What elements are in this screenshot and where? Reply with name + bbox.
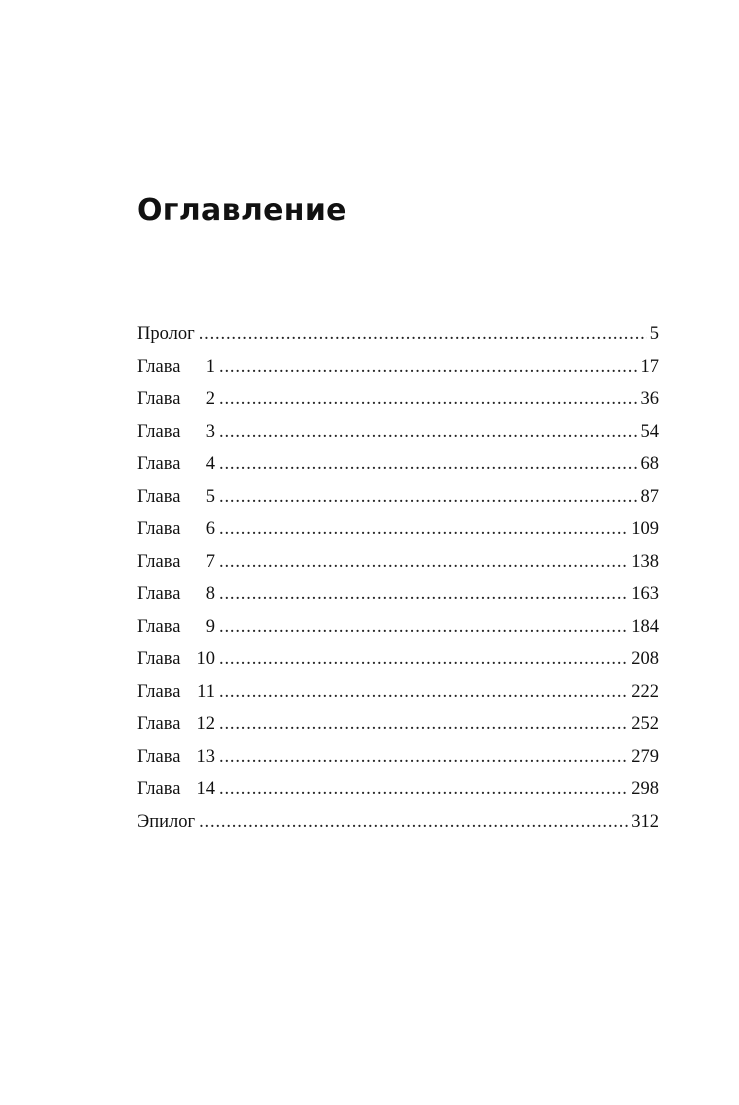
toc-entry-chapter-12[interactable] [137,708,659,741]
chapter-number: 14 [196,779,215,799]
entry-label [137,546,215,579]
page-number: 5 [649,324,659,344]
entry-label [137,448,215,481]
chapter-number: 7 [205,551,215,572]
toc-entry-chapter-11[interactable] [137,676,659,709]
entry-word: Глава [137,421,181,442]
entry-word: Глава [137,551,181,572]
toc-entry-chapter-4[interactable] [137,448,659,481]
page-number: 87 [640,486,659,507]
entry-word: Глава [137,389,181,409]
dot-leader [219,643,628,676]
entry-word: Глава [137,616,181,637]
entry-word: Глава [137,746,181,767]
page-number: 138 [631,551,659,572]
chapter-number: 12 [196,714,215,734]
page-number: 109 [631,519,659,539]
toc-entry-chapter-9[interactable] [137,611,659,644]
dot-leader [219,448,638,481]
entry-label [137,773,215,806]
toc-entry-chapter-8[interactable] [137,578,659,611]
page-title: Оглавление [137,193,347,228]
entry-label [137,806,195,839]
page-number: 163 [631,584,659,604]
page-number: 54 [640,421,659,442]
entry-word: Глава [137,356,181,377]
dot-leader [219,513,628,546]
toc-entry-chapter-1[interactable] [137,351,659,384]
page-number: 312 [631,811,659,832]
chapter-number: 1 [205,356,215,377]
toc-entry-chapter-3[interactable] [137,416,659,449]
chapter-number: 2 [205,389,215,409]
dot-leader [219,351,638,384]
dot-leader [219,481,638,514]
table-of-contents [137,318,659,838]
dot-leader [219,416,638,449]
dot-leader [219,611,628,644]
chapter-number: 9 [205,616,215,637]
dot-leader [199,806,628,839]
entry-label [137,643,215,676]
toc-entry-chapter-5[interactable] [137,481,659,514]
entry-label [137,416,215,449]
toc-entry-chapter-10[interactable] [137,643,659,676]
chapter-number: 10 [196,649,215,669]
entry-word: Глава [137,486,181,507]
chapter-number: 5 [205,486,215,507]
toc-entry-chapter-7[interactable] [137,546,659,579]
toc-entry-prologue[interactable] [137,318,659,351]
page-number: 252 [631,714,659,734]
page-number: 222 [631,681,659,702]
entry-word: Эпилог [137,811,196,832]
entry-label [137,481,215,514]
dot-leader [199,318,647,351]
chapter-number: 13 [196,746,215,767]
toc-entry-epilogue[interactable] [137,806,659,839]
entry-word: Глава [137,584,181,604]
entry-label [137,578,215,611]
dot-leader [219,546,628,579]
dot-leader [219,676,628,709]
entry-label [137,383,215,416]
toc-entry-chapter-6[interactable] [137,513,659,546]
page-number: 208 [631,649,659,669]
entry-label [137,708,215,741]
dot-leader [219,383,638,416]
dot-leader [219,578,628,611]
entry-word: Глава [137,519,181,539]
dot-leader [219,708,628,741]
toc-entry-chapter-2[interactable] [137,383,659,416]
page-number: 279 [631,746,659,767]
page-number: 36 [640,389,659,409]
dot-leader [219,741,628,774]
entry-label [137,741,215,774]
page-number: 68 [640,454,659,474]
toc-entry-chapter-13[interactable] [137,741,659,774]
page-number: 184 [631,616,659,637]
dot-leader [219,773,628,806]
entry-word: Глава [137,681,181,702]
entry-label [137,611,215,644]
toc-entry-chapter-14[interactable] [137,773,659,806]
chapter-number: 11 [197,681,215,702]
entry-word: Глава [137,649,181,669]
chapter-number: 4 [205,454,215,474]
entry-word: Глава [137,779,181,799]
entry-word: Глава [137,714,181,734]
page-number: 298 [631,779,659,799]
entry-word: Пролог [137,324,195,344]
entry-label [137,318,195,351]
entry-word: Глава [137,454,181,474]
chapter-number: 8 [205,584,215,604]
chapter-number: 6 [205,519,215,539]
entry-label [137,351,215,384]
page-number: 17 [640,356,659,377]
chapter-number: 3 [205,421,215,442]
entry-label [137,513,215,546]
entry-label [137,676,215,709]
